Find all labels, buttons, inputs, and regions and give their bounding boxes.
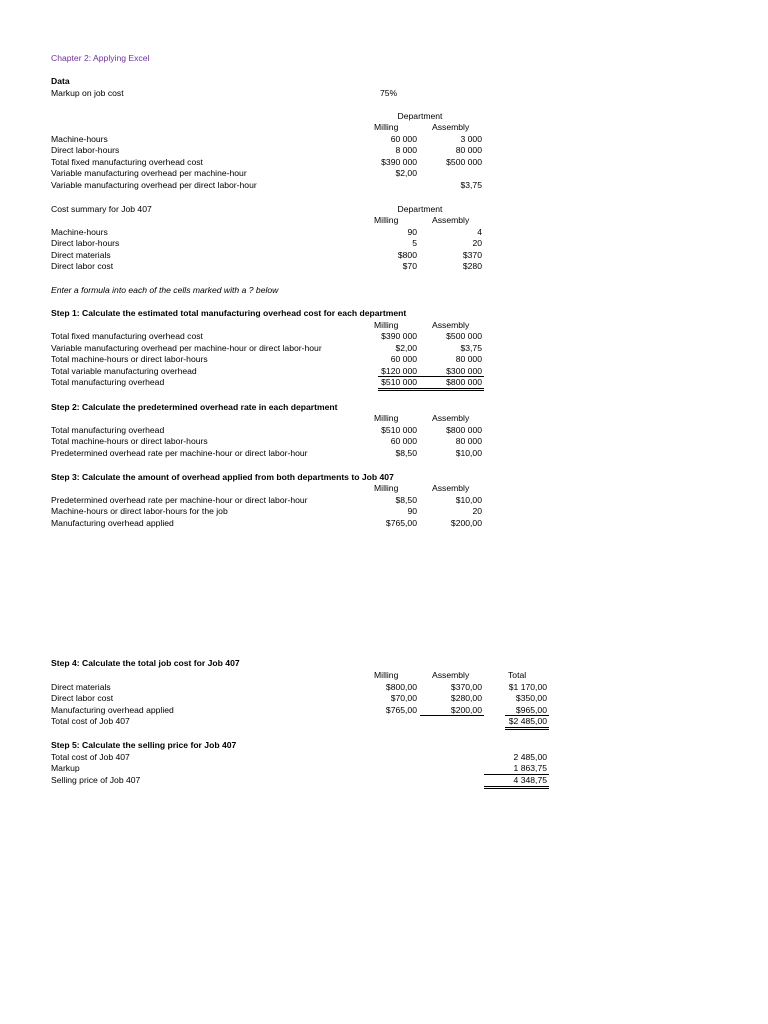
step1-assembly-header: Assembly <box>432 320 470 330</box>
step4-row-assembly[interactable]: $370,00 <box>450 682 482 692</box>
step1-total-rule <box>378 388 484 389</box>
data-milling-header: Milling <box>374 122 399 132</box>
step4-row-label: Direct labor cost <box>51 693 114 703</box>
step4-row-label: Direct materials <box>51 682 111 692</box>
step3-row-milling[interactable]: $765,00 <box>385 518 417 528</box>
cost-summary-row-label: Direct labor-hours <box>51 238 120 248</box>
step1-row-assembly[interactable]: $500 000 <box>446 331 482 341</box>
step3-row-label: Predetermined overhead rate per machine-hour or direct labor-hour <box>51 495 308 505</box>
step2-row-label: Total manufacturing overhead <box>51 425 165 435</box>
step1-heading: Step 1: Calculate the estimated total manufacturing overhead cost for each department <box>51 308 407 318</box>
step1-row-milling[interactable]: $390 000 <box>381 331 417 341</box>
data-row-assembly: 80 000 <box>455 145 482 155</box>
cost-summary-row-milling: 90 <box>407 227 417 237</box>
step5-row-value[interactable]: 4 348,75 <box>513 775 547 785</box>
step3-milling-header: Milling <box>374 483 399 493</box>
cost-summary-row-label: Direct labor cost <box>51 261 114 271</box>
step2-row-milling[interactable]: 60 000 <box>390 436 417 446</box>
step1-row-assembly[interactable]: 80 000 <box>455 354 482 364</box>
step3-assembly-header: Assembly <box>432 483 470 493</box>
step2-row-milling[interactable]: $8,50 <box>395 448 417 458</box>
step2-heading: Step 2: Calculate the predetermined overhead rate in each department <box>51 402 338 412</box>
cost-summary-row-label: Machine-hours <box>51 227 108 237</box>
step3-row-milling[interactable]: 90 <box>407 506 417 516</box>
step3-heading: Step 3: Calculate the amount of overhead applied from both departments to Job 407 <box>51 472 394 482</box>
cost-summary-row-milling: $800 <box>397 250 417 260</box>
step1-row-milling[interactable]: $510 000 <box>381 377 417 387</box>
step2-row-assembly[interactable]: $10,00 <box>455 448 482 458</box>
step4-row-total[interactable]: $350,00 <box>515 693 547 703</box>
markup-label: Markup on job cost <box>51 88 124 98</box>
cost-summary-row-assembly: $370 <box>462 250 482 260</box>
step4-row-total[interactable]: $1 170,00 <box>508 682 547 692</box>
step1-row-label: Total machine-hours or direct labor-hours <box>51 354 208 364</box>
step4-total-rule <box>505 727 549 728</box>
data-row-milling: $390 000 <box>381 157 417 167</box>
step3-row-milling[interactable]: $8,50 <box>395 495 417 505</box>
step1-row-label: Total manufacturing overhead <box>51 377 165 387</box>
step4-row-total[interactable]: $2 485,00 <box>508 716 547 726</box>
step1-total-rule <box>378 390 484 391</box>
step1-row-milling[interactable]: 60 000 <box>390 354 417 364</box>
cost-summary-assembly-header: Assembly <box>432 215 470 225</box>
chapter-title: Chapter 2: Applying Excel <box>51 53 150 63</box>
step2-row-label: Predetermined overhead rate per machine-hour or direct labor-hour <box>51 448 308 458</box>
markup-value: 75% <box>380 88 398 98</box>
data-row-milling: 60 000 <box>390 134 417 144</box>
step1-milling-header: Milling <box>374 320 399 330</box>
data-row-label: Direct labor-hours <box>51 145 120 155</box>
data-row-assembly: $3,75 <box>460 180 482 190</box>
cost-summary-row-assembly: 4 <box>477 227 482 237</box>
step4-milling-header: Milling <box>374 670 399 680</box>
step4-assembly-header: Assembly <box>432 670 470 680</box>
data-row-assembly: $500 000 <box>446 157 482 167</box>
step1-row-assembly[interactable]: $800 000 <box>446 377 482 387</box>
data-row-label: Total fixed manufacturing overhead cost <box>51 157 203 167</box>
step4-row-milling[interactable]: $800,00 <box>385 682 417 692</box>
step4-heading: Step 4: Calculate the total job cost for Job 407 <box>51 658 240 668</box>
step1-row-label: Total fixed manufacturing overhead cost <box>51 331 203 341</box>
step4-row-assembly[interactable]: $200,00 <box>450 705 482 715</box>
step1-row-milling[interactable]: $120 000 <box>381 366 417 376</box>
cost-summary-row-milling: $70 <box>402 261 417 271</box>
step1-row-label: Variable manufacturing overhead per machine-hour or direct labor-hour <box>51 343 322 353</box>
cost-summary-milling-header: Milling <box>374 215 399 225</box>
cost-summary-row-assembly: $280 <box>462 261 482 271</box>
step3-row-assembly[interactable]: 20 <box>472 506 482 516</box>
data-row-milling: 8 000 <box>395 145 417 155</box>
data-row-assembly: 3 000 <box>460 134 482 144</box>
step2-row-label: Total machine-hours or direct labor-hours <box>51 436 208 446</box>
data-row-label: Machine-hours <box>51 134 108 144</box>
data-department-header: Department <box>397 111 443 121</box>
step1-row-label: Total variable manufacturing overhead <box>51 366 197 376</box>
data-assembly-header: Assembly <box>432 122 470 132</box>
step4-row-milling[interactable]: $70,00 <box>390 693 417 703</box>
step5-row-value[interactable]: 1 863,75 <box>513 763 547 773</box>
step4-assembly-rule <box>420 715 484 716</box>
step3-row-assembly[interactable]: $200,00 <box>450 518 482 528</box>
step5-heading: Step 5: Calculate the selling price for Job 407 <box>51 740 237 750</box>
step4-row-milling[interactable]: $765,00 <box>385 705 417 715</box>
step5-total-rule <box>484 786 549 787</box>
cost-summary-row-assembly: 20 <box>472 238 482 248</box>
step5-row-label: Markup <box>51 763 80 773</box>
instruction-text: Enter a formula into each of the cells marked with a ? below <box>51 285 279 295</box>
step5-row-value[interactable]: 2 485,00 <box>513 752 547 762</box>
step4-row-assembly[interactable]: $280,00 <box>450 693 482 703</box>
step4-total-rule <box>505 729 549 730</box>
step4-total-header: Total <box>508 670 527 680</box>
step1-row-assembly[interactable]: $3,75 <box>460 343 482 353</box>
step2-row-assembly[interactable]: $800 000 <box>446 425 482 435</box>
step2-row-assembly[interactable]: 80 000 <box>455 436 482 446</box>
cost-summary-row-milling: 5 <box>412 238 417 248</box>
step4-row-label: Total cost of Job 407 <box>51 716 130 726</box>
step2-assembly-header: Assembly <box>432 413 470 423</box>
step5-total-rule <box>484 788 549 789</box>
step4-row-total[interactable]: $965,00 <box>515 705 547 715</box>
data-row-label: Variable manufacturing overhead per machine-hour <box>51 168 247 178</box>
step1-row-milling[interactable]: $2,00 <box>395 343 417 353</box>
step5-row-label: Selling price of Job 407 <box>51 775 141 785</box>
step5-row-label: Total cost of Job 407 <box>51 752 130 762</box>
data-row-label: Variable manufacturing overhead per direct labor-hour <box>51 180 257 190</box>
cost-summary-heading: Cost summary for Job 407 <box>51 204 152 214</box>
step3-row-assembly[interactable]: $10,00 <box>455 495 482 505</box>
step3-row-label: Manufacturing overhead applied <box>51 518 174 528</box>
step4-row-label: Manufacturing overhead applied <box>51 705 174 715</box>
step2-milling-header: Milling <box>374 413 399 423</box>
cost-summary-department-header: Department <box>397 204 443 214</box>
data-row-milling: $2,00 <box>395 168 417 178</box>
cost-summary-row-label: Direct materials <box>51 250 111 260</box>
step1-row-assembly[interactable]: $300 000 <box>446 366 482 376</box>
step2-row-milling[interactable]: $510 000 <box>381 425 417 435</box>
data-heading: Data <box>51 76 70 86</box>
step3-row-label: Machine-hours or direct labor-hours for the job <box>51 506 228 516</box>
